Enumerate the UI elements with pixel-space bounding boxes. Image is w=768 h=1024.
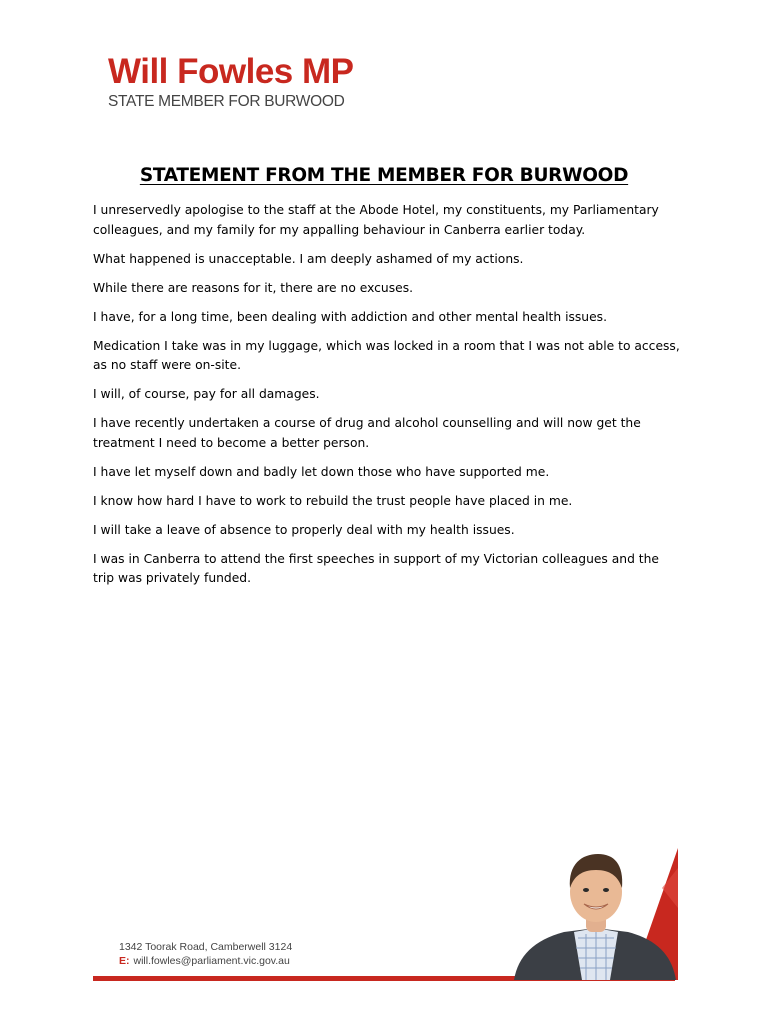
statement-body: [93, 201, 683, 598]
portrait-photo: [512, 848, 678, 980]
letterhead: [108, 52, 354, 111]
paragraph: I unreservedly apologise to the staff at the Abode Hotel, my constituents, my Parliamentary colleagues, and my family for my appalling behaviour in Canberra earlier today.: [93, 203, 659, 237]
paragraph: While there are reasons for it, there are no excuses.: [93, 280, 414, 295]
paragraph: I will, of course, pay for all damages.: [93, 387, 320, 401]
left-eye: [583, 888, 589, 892]
paragraph: What happened is unacceptable. I am deeply ashamed of my actions.: [93, 251, 524, 266]
footer-email: will.fowles@parliament.vic.gov.au: [133, 955, 290, 967]
paragraph: I was in Canberra to attend the first speeches in support of my Victorian colleagues and the trip was privately funded.: [93, 551, 659, 585]
footer-contact: [119, 940, 292, 968]
email-label: E:: [119, 955, 130, 967]
mp-subtitle: STATE MEMBER FOR BURWOOD: [108, 93, 345, 110]
right-eye: [603, 888, 609, 892]
footer-address: 1342 Toorak Road, Camberwell 3124: [119, 941, 293, 953]
mp-name: Will Fowles MP: [108, 52, 354, 91]
paragraph: I have recently undertaken a course of drug and alcohol counselling and will now get the treatment I need to become a better person.: [93, 416, 641, 450]
footer-email-row: [119, 954, 292, 968]
statement-title: STATEMENT FROM THE MEMBER FOR BURWOOD: [139, 165, 629, 186]
paragraph: I will take a leave of absence to properly deal with my health issues.: [93, 522, 515, 537]
paragraph: I have let myself down and badly let down those who have supported me.: [93, 464, 550, 479]
paragraph: I have, for a long time, been dealing with addiction and other mental health issues.: [93, 309, 607, 324]
paragraph: I know how hard I have to work to rebuild the trust people have placed in me.: [93, 493, 573, 508]
paragraph: Medication I take was in my luggage, which was locked in a room that I was not able to access, as no staff were on-site.: [93, 338, 680, 372]
